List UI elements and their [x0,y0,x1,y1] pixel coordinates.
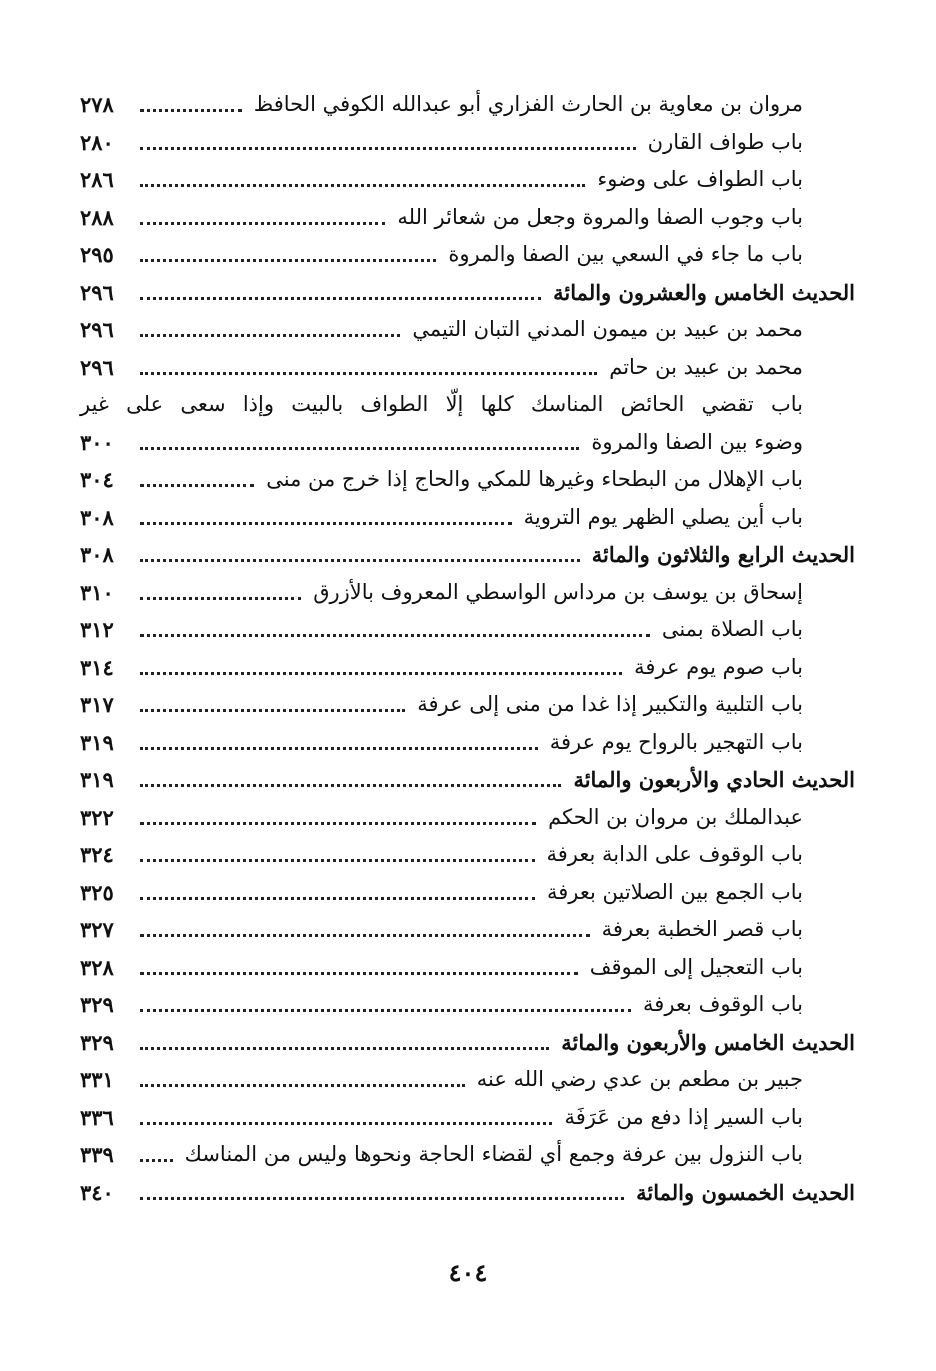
toc-page-number: ٢٨٦ [80,167,114,193]
toc-entry-title: باب أين يصلي الظهر يوم التروية [523,504,803,529]
toc-page-number: ٣١٤ [80,654,114,680]
toc-page-number: ٣٠٨ [80,504,114,530]
toc-heading-row [80,761,855,799]
toc-page-number: ٣٤٠ [80,1179,114,1205]
toc-entry-row [80,124,855,162]
dot-leader [140,147,636,150]
toc-page-number: ٣٠٠ [80,429,114,455]
toc-entry-title: باب الجمع بين الصلاتين بعرفة [547,879,803,904]
toc-entry-row [80,611,855,649]
dot-leader [140,447,579,450]
toc-page-number: ٣١٩ [80,729,114,755]
toc-entry-row [80,424,855,462]
toc-page-number: ٣٢٥ [80,879,114,905]
toc-entry-title: باب تقضي الحائض المناسك كلها إلّا الطواف بالبيت وإذا سعى على غير [80,392,803,417]
toc-entry-title: محمد بن عبيد بن حاتم [609,354,803,379]
toc-entry-row [80,86,855,124]
toc-entry-row [80,986,855,1024]
toc-entry-row [80,874,855,912]
toc-entry-title: باب الوقوف على الدابة بعرفة [546,842,803,867]
table-of-contents [80,86,855,1211]
dot-leader [140,297,541,300]
toc-heading-title: الحديث الخمسون والمائة [636,1179,855,1205]
dot-leader [140,559,580,562]
toc-entry-row [80,949,855,987]
toc-entry-title: باب طواف القارن [647,129,803,154]
toc-entry-row [80,836,855,874]
dot-leader [140,1159,173,1162]
dot-leader [140,972,578,975]
toc-entry-row [80,649,855,687]
dot-leader [140,822,536,825]
toc-entry-row [80,236,855,274]
toc-entry-row [80,724,855,762]
toc-page-number: ٢٩٦ [80,354,114,380]
dot-leader [140,184,585,187]
toc-entry-title: باب الصلاة بمنى [661,617,803,642]
toc-heading-row [80,536,855,574]
toc-heading-row [80,274,855,312]
toc-page-number: ٢٧٨ [80,92,114,118]
toc-entry-row [80,161,855,199]
toc-heading-title: الحديث الرابع والثلاثون والمائة [591,542,855,568]
toc-page-number: ٢٩٥ [80,242,114,268]
dot-leader [140,709,405,712]
page-number: ٤٠٤ [448,1258,488,1287]
dot-leader [140,1122,552,1125]
dot-leader [140,897,535,900]
toc-entry-title: باب الإهلال من البطحاء وغيرها للمكي والحاج إذا خرج من منى [266,467,803,492]
toc-page-number: ٣٠٤ [80,467,114,493]
dot-leader [140,747,538,750]
toc-entry-row [80,311,855,349]
toc-entry-row [80,574,855,612]
toc-page-number: ٣٣٩ [80,1142,114,1168]
toc-entry-title: باب التهجير بالرواح يوم عرفة [549,729,803,754]
dot-leader [140,672,622,675]
dot-leader [140,859,535,862]
toc-entry-row [80,199,855,237]
dot-leader [140,784,561,787]
dot-leader [140,522,512,525]
toc-entry-title: جبير بن مطعم بن عدي رضي الله عنه [476,1067,803,1092]
toc-page-number: ٢٨٨ [80,204,114,230]
dot-leader [140,1047,549,1050]
toc-entry-title: باب التلبية والتكبير إذا غدا من منى إلى عرفة [417,692,803,717]
toc-entry-title: عبدالملك بن مروان بن الحكم [548,804,803,829]
toc-entry-title: مروان بن معاوية بن الحارث الفزاري أبو عبدالله الكوفي الحافظ [253,92,803,117]
toc-entry-row [80,349,855,387]
dot-leader [140,109,242,112]
toc-entry-title: محمد بن عبيد بن ميمون المدني التبان التيمي [412,317,803,342]
toc-heading-row [80,1174,855,1212]
toc-heading-title: الحديث الخامس والعشرون والمائة [553,279,855,305]
toc-entry-row [80,461,855,499]
dot-leader [140,222,385,225]
toc-entry-title: باب التعجيل إلى الموقف [589,954,803,979]
toc-page-number: ٣٣٦ [80,1104,114,1130]
toc-page-number: ٣٠٨ [80,542,114,568]
toc-entry-row [80,1136,855,1174]
toc-page-number: ٣١٩ [80,767,114,793]
toc-heading-title: الحديث الخامس والأربعون والمائة [561,1029,855,1055]
toc-page-number: ٣١٧ [80,692,114,718]
toc-entry-row [80,499,855,537]
dot-leader [140,334,400,337]
toc-page-number: ٣٣١ [80,1067,114,1093]
toc-page-number: ٣٢٤ [80,842,114,868]
dot-leader [140,259,436,262]
toc-heading-row [80,1024,855,1062]
toc-entry-title: وضوء بين الصفا والمروة [591,429,803,454]
toc-page-number: ٣٢٩ [80,992,114,1018]
toc-entry-title: باب صوم يوم عرفة [634,654,803,679]
toc-page-number: ٣٢٧ [80,917,114,943]
toc-entry-row [80,911,855,949]
toc-entry-title: باب النزول بين عرفة وجمع أي لقضاء الحاجة ونحوها وليس من المناسك [184,1142,803,1167]
toc-entry-title: إسحاق بن يوسف بن مرداس الواسطي المعروف بالأزرق [313,579,803,604]
toc-entry-row [80,386,855,424]
toc-entry-title: باب قصر الخطبة بعرفة [601,917,803,942]
toc-entry-row [80,799,855,837]
toc-entry-title: باب وجوب الصفا والمروة وجعل من شعائر الله [397,204,803,229]
toc-page-number: ٢٨٠ [80,129,114,155]
toc-entry-title: باب ما جاء في السعي بين الصفا والمروة [448,242,803,267]
dot-leader [140,484,254,487]
dot-leader [140,634,650,637]
toc-page-number: ٣٢٩ [80,1029,114,1055]
toc-entry-row [80,686,855,724]
toc-entry-title: باب السير إذا دفع من عَرَفَة [564,1104,803,1129]
dot-leader [140,1009,631,1012]
toc-entry-title: باب الوقوف بعرفة [643,992,803,1017]
toc-page-number: ٣٢٢ [80,804,114,830]
toc-entry-row [80,1099,855,1137]
dot-leader [140,372,597,375]
toc-heading-title: الحديث الحادي والأربعون والمائة [573,767,855,793]
toc-entry-title: باب الطواف على وضوء [597,167,803,192]
toc-entry-row [80,1061,855,1099]
toc-page-number: ٢٩٦ [80,279,114,305]
toc-page-number: ٣٢٨ [80,954,114,980]
toc-page-number: ٢٩٦ [80,317,114,343]
dot-leader [140,934,590,937]
toc-page-number: ٣١٠ [80,579,114,605]
toc-page-number: ٣١٢ [80,617,114,643]
dot-leader [140,597,301,600]
dot-leader [140,1084,465,1087]
dot-leader [140,1197,624,1200]
